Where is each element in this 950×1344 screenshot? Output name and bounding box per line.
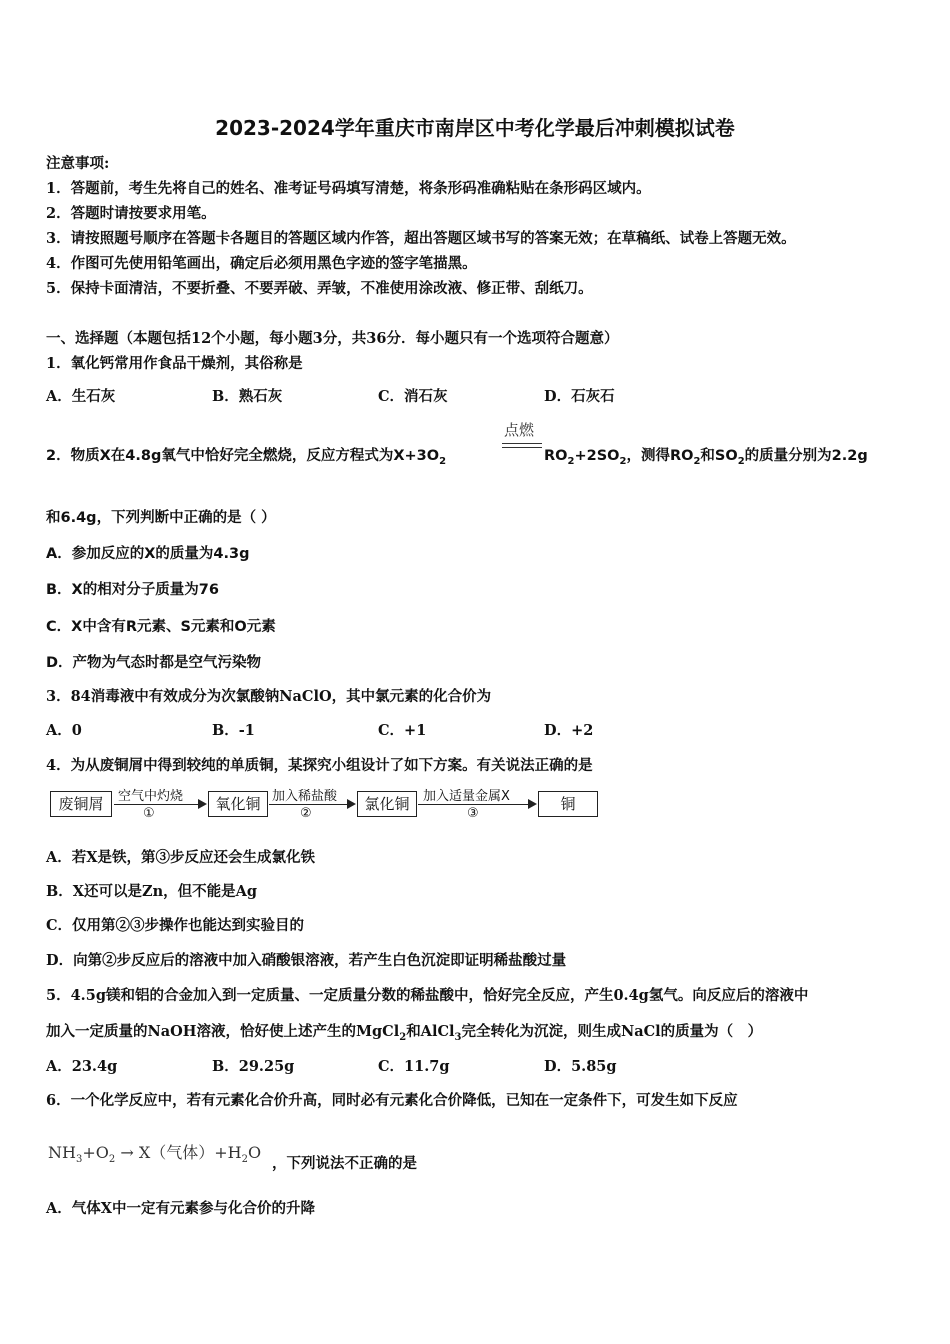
q2-stem-part3: 和6.4g，下列判断中正确的是（ ） [46,510,276,526]
q5-option-b: B．29.25g [212,1058,295,1075]
q4-option-b: B．X还可以是Zn，但不能是Ag [46,883,258,900]
q1-stem: 1．氧化钙常用作食品干燥剂，其俗称是 [46,355,303,372]
q2-stem-part2: $RO_2+2SO_2$，测得$RO_2$和$SO_2$的质量分别为2.2g [544,448,868,467]
q4-option-d: D．向第②步反应后的溶液中加入硝酸银溶液，若产生白色沉淀即证明稀盐酸过量 [46,952,567,969]
notice-item: 3．请按照题号顺序在答题卡各题目的答题区域内作答，超出答题区域书写的答案无效；在草稿纸、试卷上答题无效。 [46,230,796,247]
flow-step1-number: ① [143,806,155,821]
flow-arrowhead-3 [528,799,537,809]
flow-box-scrap-copper: 废铜屑 [50,791,112,817]
notice-heading: 注意事项: [46,155,110,172]
q6-option-a: A．气体X中一定有元素参与化合价的升降 [46,1200,315,1217]
q5-stem-line2: 加入一定质量的NaOH溶液，恰好使上述产生的MgCl$_2$和AlCl$_3$完全转化为沉淀，则生成NaCl的质量为（ ） [46,1023,763,1043]
notice-item: 1．答题前，考生先将自己的姓名、准考证号码填写清楚，将条形码准确粘贴在条形码区域内。 [46,180,651,197]
q1-option-d: D．石灰石 [544,388,615,405]
q3-option-a: A．0 [46,722,82,739]
flow-arrow-3 [418,804,528,805]
flow-arrowhead-2 [347,799,356,809]
flow-step3-label: 加入适量金属X [423,789,510,804]
q2-option-c: C．X中含有R元素、S元素和O元素 [46,619,276,635]
flow-box-copper-chloride: 氯化铜 [357,791,417,817]
q2-reaction-condition: 点燃 [504,421,535,439]
flow-step2-number: ② [300,806,312,821]
q2-option-b: B．X的相对分子质量为76 [46,582,219,598]
q6-stem: 6．一个化学反应中，若有元素化合价升高，同时必有元素化合价降低，已知在一定条件下，可发生如下反应 [46,1092,738,1109]
q6-stem-tail: ，下列说法不正确的是 [272,1155,417,1172]
q3-option-d: D．+2 [544,722,594,739]
q5-option-d: D．5.85g [544,1058,617,1075]
section-heading: 一、选择题（本题包括12个小题，每小题3分，共36分．每小题只有一个选项符合题意） [46,330,619,347]
q3-option-b: B．-1 [212,722,255,739]
flow-arrowhead-1 [198,799,207,809]
q6-equation: $NH_3+O_2 \to X$（气体）$+H_2O$ [48,1143,262,1166]
q2-equation-bar-bottom [502,447,542,448]
q2-stem-part1: 2．物质X在4.8g氧气中恰好完全燃烧，反应方程式为$X+3O_2$ [46,448,447,467]
flow-box-copper: 铜 [538,791,598,817]
q4-option-a: A．若X是铁，第③步反应还会生成氯化铁 [46,849,315,866]
q2-equation-bar-top [502,443,542,444]
q1-option-c: C．消石灰 [378,388,448,405]
q3-option-c: C．+1 [378,722,427,739]
q1-option-a: A．生石灰 [46,388,116,405]
flow-arrow-1 [114,804,198,805]
q5-stem-line1: 5．4.5g镁和铝的合金加入到一定质量、一定质量分数的稀盐酸中，恰好完全反应，产生0.4g氢气。向反应后的溶液中 [46,987,809,1004]
notice-item: 2．答题时请按要求用笔。 [46,205,216,222]
q5-option-a: A．23.4g [46,1058,118,1075]
notice-item: 5．保持卡面清洁，不要折叠、不要弄破、弄皱，不准使用涂改液、修正带、刮纸刀。 [46,280,593,297]
flow-step2-label: 加入稀盐酸 [272,789,338,804]
q4-stem: 4．为从废铜屑中得到较纯的单质铜，某探究小组设计了如下方案。有关说法正确的是 [46,757,593,774]
flow-step3-number: ③ [467,806,479,821]
notice-item: 4．作图可先使用铅笔画出，确定后必须用黑色字迹的签字笔描黑。 [46,255,477,272]
flow-box-copper-oxide: 氧化铜 [208,791,268,817]
q4-option-c: C．仅用第②③步操作也能达到实验目的 [46,917,305,934]
q3-stem: 3．84消毒液中有效成分为次氯酸钠NaClO，其中氯元素的化合价为 [46,688,492,705]
q2-option-a: A．参加反应的X的质量为4.3g [46,546,250,562]
q2-option-d: D．产物为气态时都是空气污染物 [46,655,262,671]
flow-step1-label: 空气中灼烧 [118,789,184,804]
page-title: 2023-2024学年重庆市南岸区中考化学最后冲刺模拟试卷 [215,116,735,140]
q1-option-b: B．熟石灰 [212,388,283,405]
q5-option-c: C．11.7g [378,1058,450,1075]
flow-arrow-2 [269,804,347,805]
